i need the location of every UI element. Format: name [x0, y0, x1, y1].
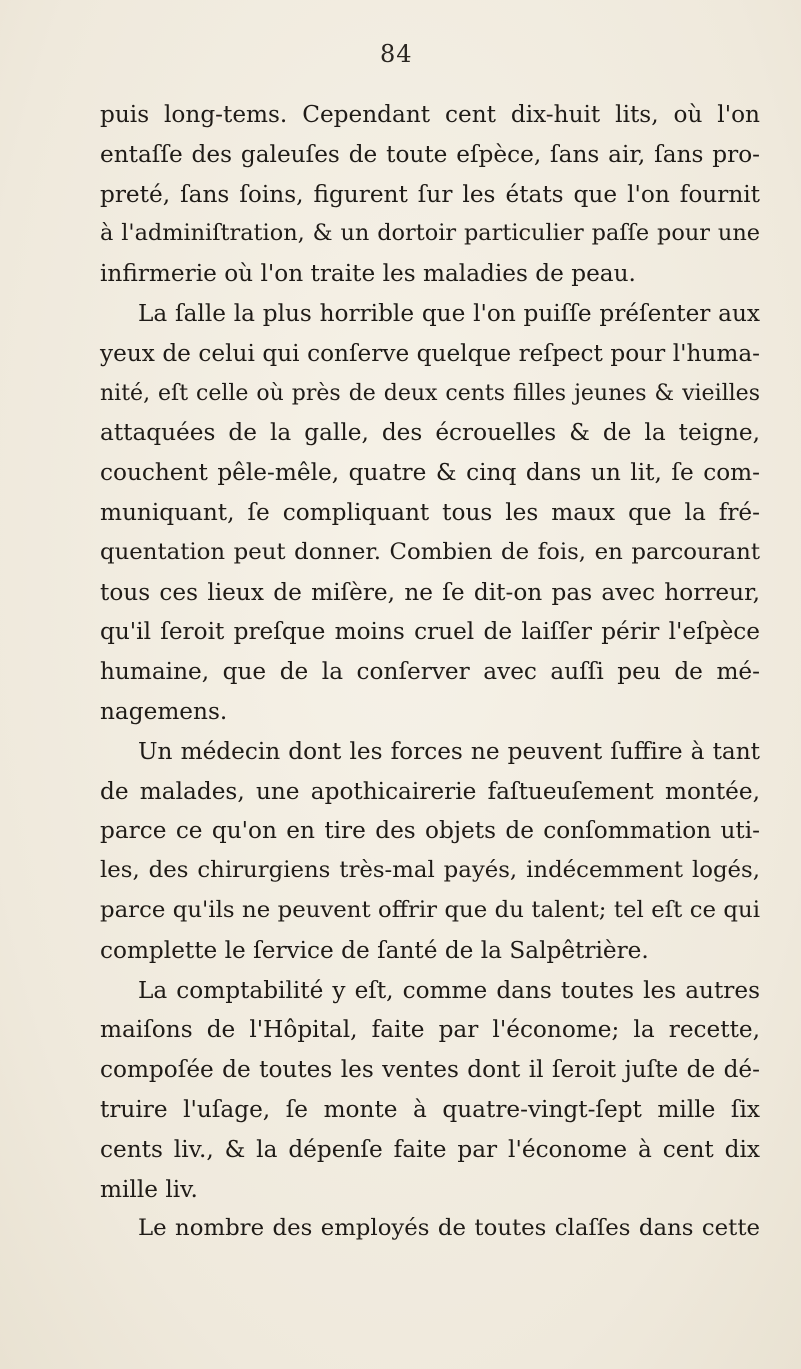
text-line: La ſalle la plus horrible que l'on puiſſe préſenter aux	[138, 299, 760, 327]
text-line: parce qu'ils ne peuvent offrir que du talent; tel eſt ce qui	[100, 896, 760, 923]
text-line: tous ces lieux de miſère, ne ſe dit-on pas avec horreur,	[100, 578, 760, 606]
text-line: infirmerie où l'on traite les maladies de peau.	[100, 260, 636, 288]
text-line: nagemens.	[100, 697, 228, 725]
text-line: yeux de celui qui conſerve quelque reſpect pour l'huma-	[100, 339, 760, 367]
text-line: parce ce qu'on en tire des objets de conſommation uti-	[100, 817, 760, 845]
text-line: à l'adminiſtration, & un dortoir particulier paſſe pour une	[100, 220, 760, 247]
text-line: preté, ſans ſoins, figurent ſur les états que l'on fournit	[100, 180, 760, 208]
text-line: truire l'uſage, ſe monte à quatre-vingt-ſept mille ſix	[100, 1095, 760, 1123]
text-line: maiſons de l'Hôpital, faite par l'économe; la recette,	[100, 1016, 760, 1044]
text-line: Le nombre des employés de toutes claſſes dans cette	[138, 1215, 760, 1242]
text-line: cents liv., & la dépenſe faite par l'économe à cent dix	[100, 1135, 760, 1163]
text-line: attaquées de la galle, des écrouelles & de la teigne,	[100, 419, 760, 447]
text-line: qu'il ſeroit preſque moins cruel de laiſſer périr l'eſpèce	[100, 618, 760, 646]
text-line: de malades, une apothicairerie faſtueuſement montée,	[100, 777, 760, 805]
text-line: puis long-tems. Cependant cent dix-huit lits, où l'on	[100, 101, 760, 128]
text-line: quentation peut donner. Combien de fois, en parcourant	[100, 538, 760, 565]
text-line: complette le ſervice de ſanté de la Salpêtrière.	[100, 936, 649, 964]
text-line: muniquant, ſe compliquant tous les maux que la fré-	[100, 498, 760, 526]
body-text	[100, 95, 760, 1249]
text-line: Un médecin dont les forces ne peuvent ſuffire à tant	[138, 737, 760, 765]
text-line: nité, eſt celle où près de deux cents filles jeunes & vieilles	[100, 380, 760, 406]
text-line: La comptabilité y eſt, comme dans toutes les autres	[138, 976, 760, 1004]
text-line: couchent pêle-mêle, quatre & cinq dans un lit, ſe com-	[100, 459, 760, 487]
text-line: entaſſe des galeuſes de toute eſpèce, ſans air, ſans pro-	[100, 140, 760, 168]
text-line: compoſée de toutes les ventes dont il ſeroit juſte de dé-	[100, 1056, 760, 1084]
text-line: humaine, que de la conſerver avec auſſi peu de mé-	[100, 658, 760, 686]
page-number: 84	[380, 40, 413, 68]
text-line: mille liv.	[100, 1175, 198, 1203]
text-line: les, des chirurgiens très-mal payés, indécemment logés,	[100, 857, 760, 884]
